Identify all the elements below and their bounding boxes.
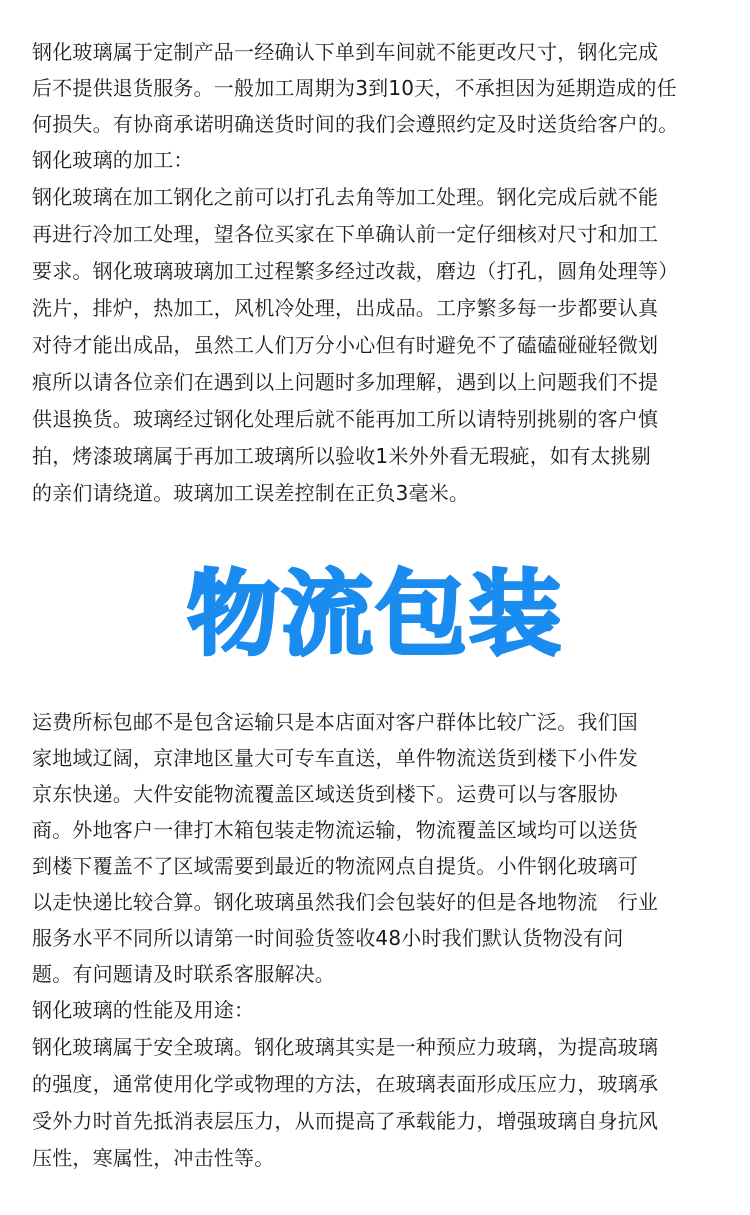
text-line: 题。有问题请及时联系客服解决。: [32, 962, 335, 986]
text-line: 的亲们请绕道。玻璃加工误差控制在正负3毫米。: [32, 481, 470, 505]
text-line: 再进行冷加工处理，望各位买家在下单确认前一定仔细核对尺寸和加工: [32, 222, 659, 246]
text-line: 以走快递比较合算。钢化玻璃虽然我们会包装好的但是各地物流 行业: [32, 890, 659, 914]
text-line: 洗片，排炉，热加工，风机冷处理，出成品。工序繁多每一步都要认真: [32, 296, 659, 320]
text-line: 的强度，通常使用化学或物理的方法，在玻璃表面形成压应力，玻璃承: [32, 1072, 659, 1096]
text-line: 后不提供退货服务。一般加工周期为3到10天，不承担因为延期造成的任: [32, 76, 677, 100]
text-line: 受外力时首先抵消表层压力，从而提高了承载能力，增强玻璃自身抗风: [32, 1109, 659, 1133]
text-line: 痕所以请各位亲们在遇到以上问题时多加理解，遇到以上问题我们不提: [32, 370, 659, 394]
subheading-processing: 钢化玻璃的加工：: [32, 148, 194, 172]
logistics-packaging-heading: [0, 560, 750, 670]
text-line: 到楼下覆盖不了区域需要到最近的物流网点自提货。小件钢化玻璃可: [32, 854, 638, 878]
text-line: 供退换货。玻璃经过钢化处理后就不能再加工所以请特别挑剔的客户慎: [32, 407, 659, 431]
text-line: 钢化玻璃在加工钢化之前可以打孔去角等加工处理。钢化完成后就不能: [32, 185, 659, 209]
text-line: 家地域辽阔，京津地区量大可专车直送，单件物流送货到楼下小件发: [32, 746, 638, 770]
text-line: 压性，寒属性，冲击性等。: [32, 1146, 275, 1170]
text-line: 商。外地客户一律打木箱包装走物流运输，物流覆盖区域均可以送货: [32, 818, 638, 842]
text-line: 要求。钢化玻璃玻璃加工过程繁多经过改裁，磨边（打孔，圆角处理等）: [32, 259, 679, 283]
text-line: 服务水平不同所以请第一时间验货签收48小时我们默认货物没有问: [32, 926, 624, 950]
text-line: 何损失。有协商承诺明确送货时间的我们会遵照约定及时送货给客户的。: [32, 112, 679, 136]
heading-title: 物流包装: [186, 561, 563, 668]
text-line: 运费所标包邮不是包含运输只是本店面对客户群体比较广泛。我们国: [32, 710, 638, 734]
text-line: 钢化玻璃属于安全玻璃。钢化玻璃其实是一种预应力玻璃，为提高玻璃: [32, 1035, 659, 1059]
text-line: 钢化玻璃属于定制产品一经确认下单到车间就不能更改尺寸，钢化完成: [32, 40, 659, 64]
text-line: 对待才能出成品，虽然工人们万分小心但有时避免不了磕磕碰碰轻微划: [32, 333, 659, 357]
subheading-performance: 钢化玻璃的性能及用途：: [32, 998, 255, 1022]
text-line: 拍，烤漆玻璃属于再加工玻璃所以验收1米外外看无瑕疵，如有太挑剔: [32, 444, 651, 468]
text-line: 京东快递。大件安能物流覆盖区域送货到楼下。运费可以与客服协: [32, 782, 618, 806]
